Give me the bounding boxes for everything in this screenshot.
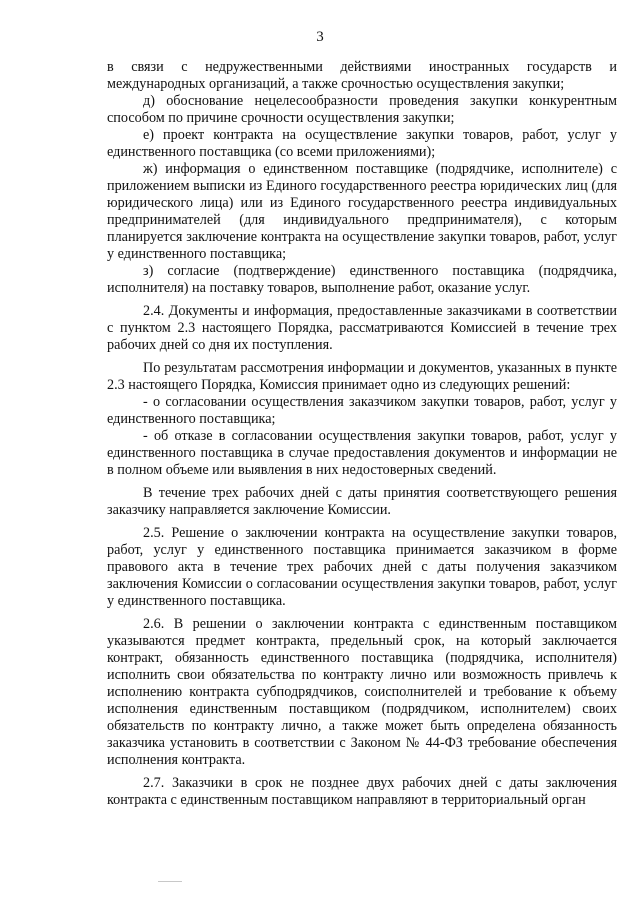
page-number: 3 <box>316 29 324 45</box>
list-item-zh: ж) информация о единственном поставщике (подрядчике, исполнителе) с приложением выписки из Единого государственного реестра юридических лиц (для юридического лица) или из Единого государственного реестра индивидуальных предпринимателей (для индивидуального предпринимателя), с которым планируется заключение контракта на осуществление закупки товаров, работ, услуг у единственного поставщика; <box>107 161 617 262</box>
list-item-d: д) обоснование нецелесообразности проведения закупки конкурентным способом по причине срочности осуществления закупки; <box>107 93 617 126</box>
paragraph-decisions-intro: По результатам рассмотрения информации и документов, указанных в пункте 2.3 настоящего Порядка, Комиссия принимает одно из следующих решений: <box>107 360 617 393</box>
decision-item-refuse: - об отказе в согласовании осуществления закупки товаров, работ, услуг у единственного поставщика в случае предоставления документов и информации не в полном объеме или выявления в них недостоверных сведений. <box>107 428 617 478</box>
paragraph-continuation: в связи с недружественными действиями иностранных государств и международных организаций, а также срочностью осуществления закупки; <box>107 59 617 92</box>
list-item-e: е) проект контракта на осуществление закупки товаров, работ, услуг у единственного поставщика (со всеми приложениями); <box>107 127 617 160</box>
clause-2-5: 2.5. Решение о заключении контракта на осуществление закупки товаров, работ, услуг у единственного поставщика принимается заказчиком в форме правового акта в течение трех рабочих дней с даты получения заказчиком заключения Комиссии о согласовании осуществления закупки товаров, работ, услуг у единственного поставщика. <box>107 525 617 609</box>
clause-2-4: 2.4. Документы и информация, предоставленные заказчиками в соответствии с пунктом 2.3 настоящего Порядка, рассматриваются Комиссией в течение трех рабочих дней со дня их поступления. <box>107 303 617 353</box>
clause-2-6: 2.6. В решении о заключении контракта с единственным поставщиком указываются предмет контракта, предельный срок, на который заключается контракт, обязанность единственного поставщика (подрядчика, исполнителя) исполнить свои обязательства по контракту лично или возможность привлечь к исполнению контракта субподрядчиков, соисполнителей и требование к объему исполнения единственным поставщиком (подрядчиком, исполнителем) своих обязательств по контракту лично, а также может быть определена обязанность заказчика установить в соответствии с Законом № 44-ФЗ требование обеспечения исполнения контракта. <box>107 616 617 768</box>
paragraph-conclusion: В течение трех рабочих дней с даты принятия соответствующего решения заказчику направляется заключение Комиссии. <box>107 485 617 518</box>
list-item-z: з) согласие (подтверждение) единственного поставщика (подрядчика, исполнителя) на поставку товаров, выполнение работ, оказание услуг. <box>107 263 617 296</box>
scan-mark <box>158 881 182 882</box>
decision-item-approve: - о согласовании осуществления заказчиком закупки товаров, работ, услуг у единственного поставщика; <box>107 394 617 427</box>
clause-2-7: 2.7. Заказчики в срок не позднее двух рабочих дней с даты заключения контракта с единственным поставщиком направляют в территориальный орган <box>107 775 617 808</box>
document-body <box>107 59 617 809</box>
